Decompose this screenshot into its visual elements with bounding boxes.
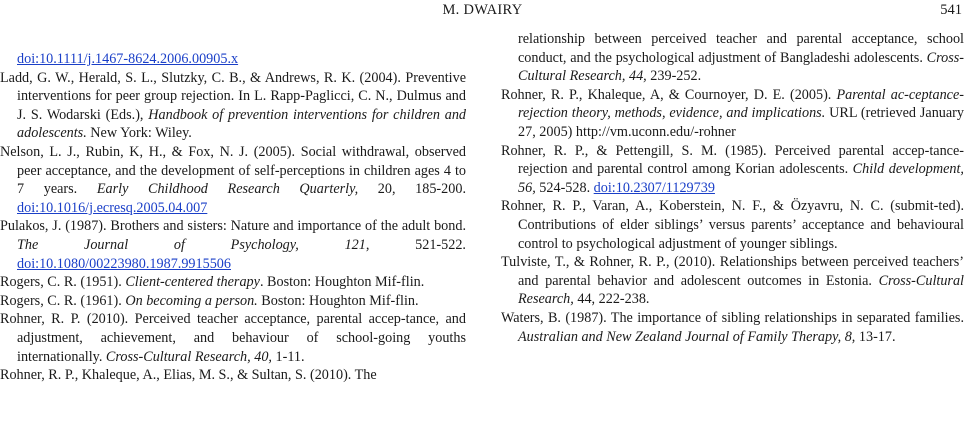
reference-text: Nelson, L. J., Rubin, K, H., & Fox, N. J. (2005). Social withdrawal, observed peer acceptance, and the development of self-perceptions in children ages 4 to 7 years. bbox=[0, 143, 466, 198]
reference-text: relationship between perceived teacher and parental acceptance, school conduct, and the psychological adjustment of Bangladeshi adolescents. bbox=[518, 31, 964, 66]
reference-tail: 1-11. bbox=[271, 348, 305, 365]
page-header bbox=[0, 0, 965, 20]
reference-rohner-2010 bbox=[0, 310, 466, 366]
reference-italic: Child development, 56, bbox=[518, 161, 964, 196]
doi-link[interactable]: doi:10.1016/j.ecresq.2005.04.007 bbox=[17, 199, 208, 216]
reference-text: Rohner, R. P., & Pettengill, S. M. (1985). Perceived parental accep-tance-rejection and parental control among Korian adolescents. bbox=[501, 142, 964, 178]
reference-ladd-2004 bbox=[0, 69, 466, 143]
running-head: M. DWAIRY bbox=[442, 2, 523, 18]
doi-link[interactable]: doi:10.2307/1129739 bbox=[593, 179, 715, 196]
doi-link[interactable]: doi:10.1111/j.1467-8624.2006.00905.x bbox=[17, 51, 239, 67]
reference-text: Rohner, R. P. (2010). Perceived teacher acceptance, parental accep-tance, and adjustment, achievement, and behaviour of school-going youths internationally. bbox=[0, 311, 466, 365]
reference-tail: 44, 222-238. bbox=[573, 291, 650, 308]
reference-rohner-2005 bbox=[501, 86, 964, 142]
reference-rogers-1951 bbox=[0, 273, 466, 292]
reference-italic: On becoming a person. bbox=[125, 292, 258, 309]
reference-text: Waters, B. (1987). The importance of sibling relationships in separated families. bbox=[501, 309, 964, 326]
reference-tulviste-2010 bbox=[501, 253, 964, 309]
reference-text: Rohner, R. P., Khaleque, A., Elias, M. S., & Sultan, S. (2010). The bbox=[0, 367, 377, 384]
reference-tail: 20, 185-200. bbox=[358, 181, 466, 198]
reference-italic: The Journal of Psychology, 121, bbox=[17, 236, 370, 253]
reference-text: Pulakos, J. (1987). Brothers and sisters: Nature and importance of the adult bond. bbox=[0, 218, 466, 235]
reference-italic: Parental ac-ceptance-rejection theory, methods, evidence, and implications. bbox=[518, 86, 964, 122]
reference-waters-1987 bbox=[501, 309, 964, 346]
reference-italic: Australian and New Zealand Journal of Family Therapy, 8, bbox=[518, 328, 856, 345]
reference-rohner-khaleque-elias-2010 bbox=[0, 366, 466, 385]
reference-tail: 524-528. bbox=[535, 179, 594, 196]
reference-italic: Cross-Cultural Research, bbox=[518, 272, 964, 308]
reference-continuation bbox=[501, 30, 964, 86]
left-column bbox=[0, 50, 466, 385]
reference-italic: Cross-Cultural Research, 44, bbox=[518, 49, 964, 85]
reference-text: Tulviste, T., & Rohner, R. P., (2010). Relationships between perceived teachers’ and parental behavior and adolescent outcomes in Estonia. bbox=[501, 254, 964, 289]
reference-italic: Handbook of prevention interventions for children and adolescents. bbox=[17, 106, 467, 142]
page-number: 541 bbox=[940, 2, 962, 18]
reference-tail: URL (retrieved January 27, 2005) http://vm.uconn.edu/-rohner bbox=[518, 105, 964, 140]
reference-text: Ladd, G. W., Herald, S. L., Slutzky, C. B., & Andrews, R. K. (2004). Preventive interventions for peer group rejection. In L. Rapp-Paglicci, C. N., Dulmus and J. S. Wodarski (Eds.), bbox=[0, 69, 466, 123]
reference-nelson-2005 bbox=[0, 143, 466, 217]
doi-link[interactable]: doi:10.1080/00223980.1987.9915506 bbox=[17, 255, 231, 272]
reference-italic: Cross-Cultural Research, 40, bbox=[105, 348, 272, 365]
reference-tail: 239-252. bbox=[646, 68, 702, 85]
reference-rohner-varan bbox=[501, 197, 964, 253]
reference-rogers-1961 bbox=[0, 292, 466, 311]
reference-rohner-1985 bbox=[501, 142, 964, 198]
reference-continuation-doi bbox=[0, 50, 466, 69]
reference-pulakos-1987 bbox=[0, 217, 466, 273]
reference-text: Rohner, R. P., Varan, A., Koberstein, N. F., & Özyavru, N. C. (submit-ted). Contributions of elder siblings’ versus parents’ acceptance and behavioural control to psychological adjustment of younger siblings. bbox=[501, 198, 964, 252]
reference-tail: Boston: Houghton Mif-flin. bbox=[257, 292, 419, 309]
reference-text: Rogers, C. R. (1951). bbox=[0, 274, 126, 291]
reference-tail: 521-522. bbox=[369, 236, 466, 253]
reference-tail: New York: Wiley. bbox=[86, 125, 192, 142]
reference-tail: 13-17. bbox=[855, 328, 896, 345]
reference-text: Rohner, R. P., Khaleque, A, & Cournoyer, D. E. (2005). bbox=[501, 86, 837, 103]
reference-italic: Client-centered therapy bbox=[125, 274, 260, 291]
right-column bbox=[501, 30, 964, 346]
reference-italic: Early Childhood Research Quarterly, bbox=[96, 181, 359, 198]
reference-tail: . Boston: Houghton Mif-flin. bbox=[259, 274, 425, 291]
reference-text: Rogers, C. R. (1961). bbox=[0, 292, 126, 309]
